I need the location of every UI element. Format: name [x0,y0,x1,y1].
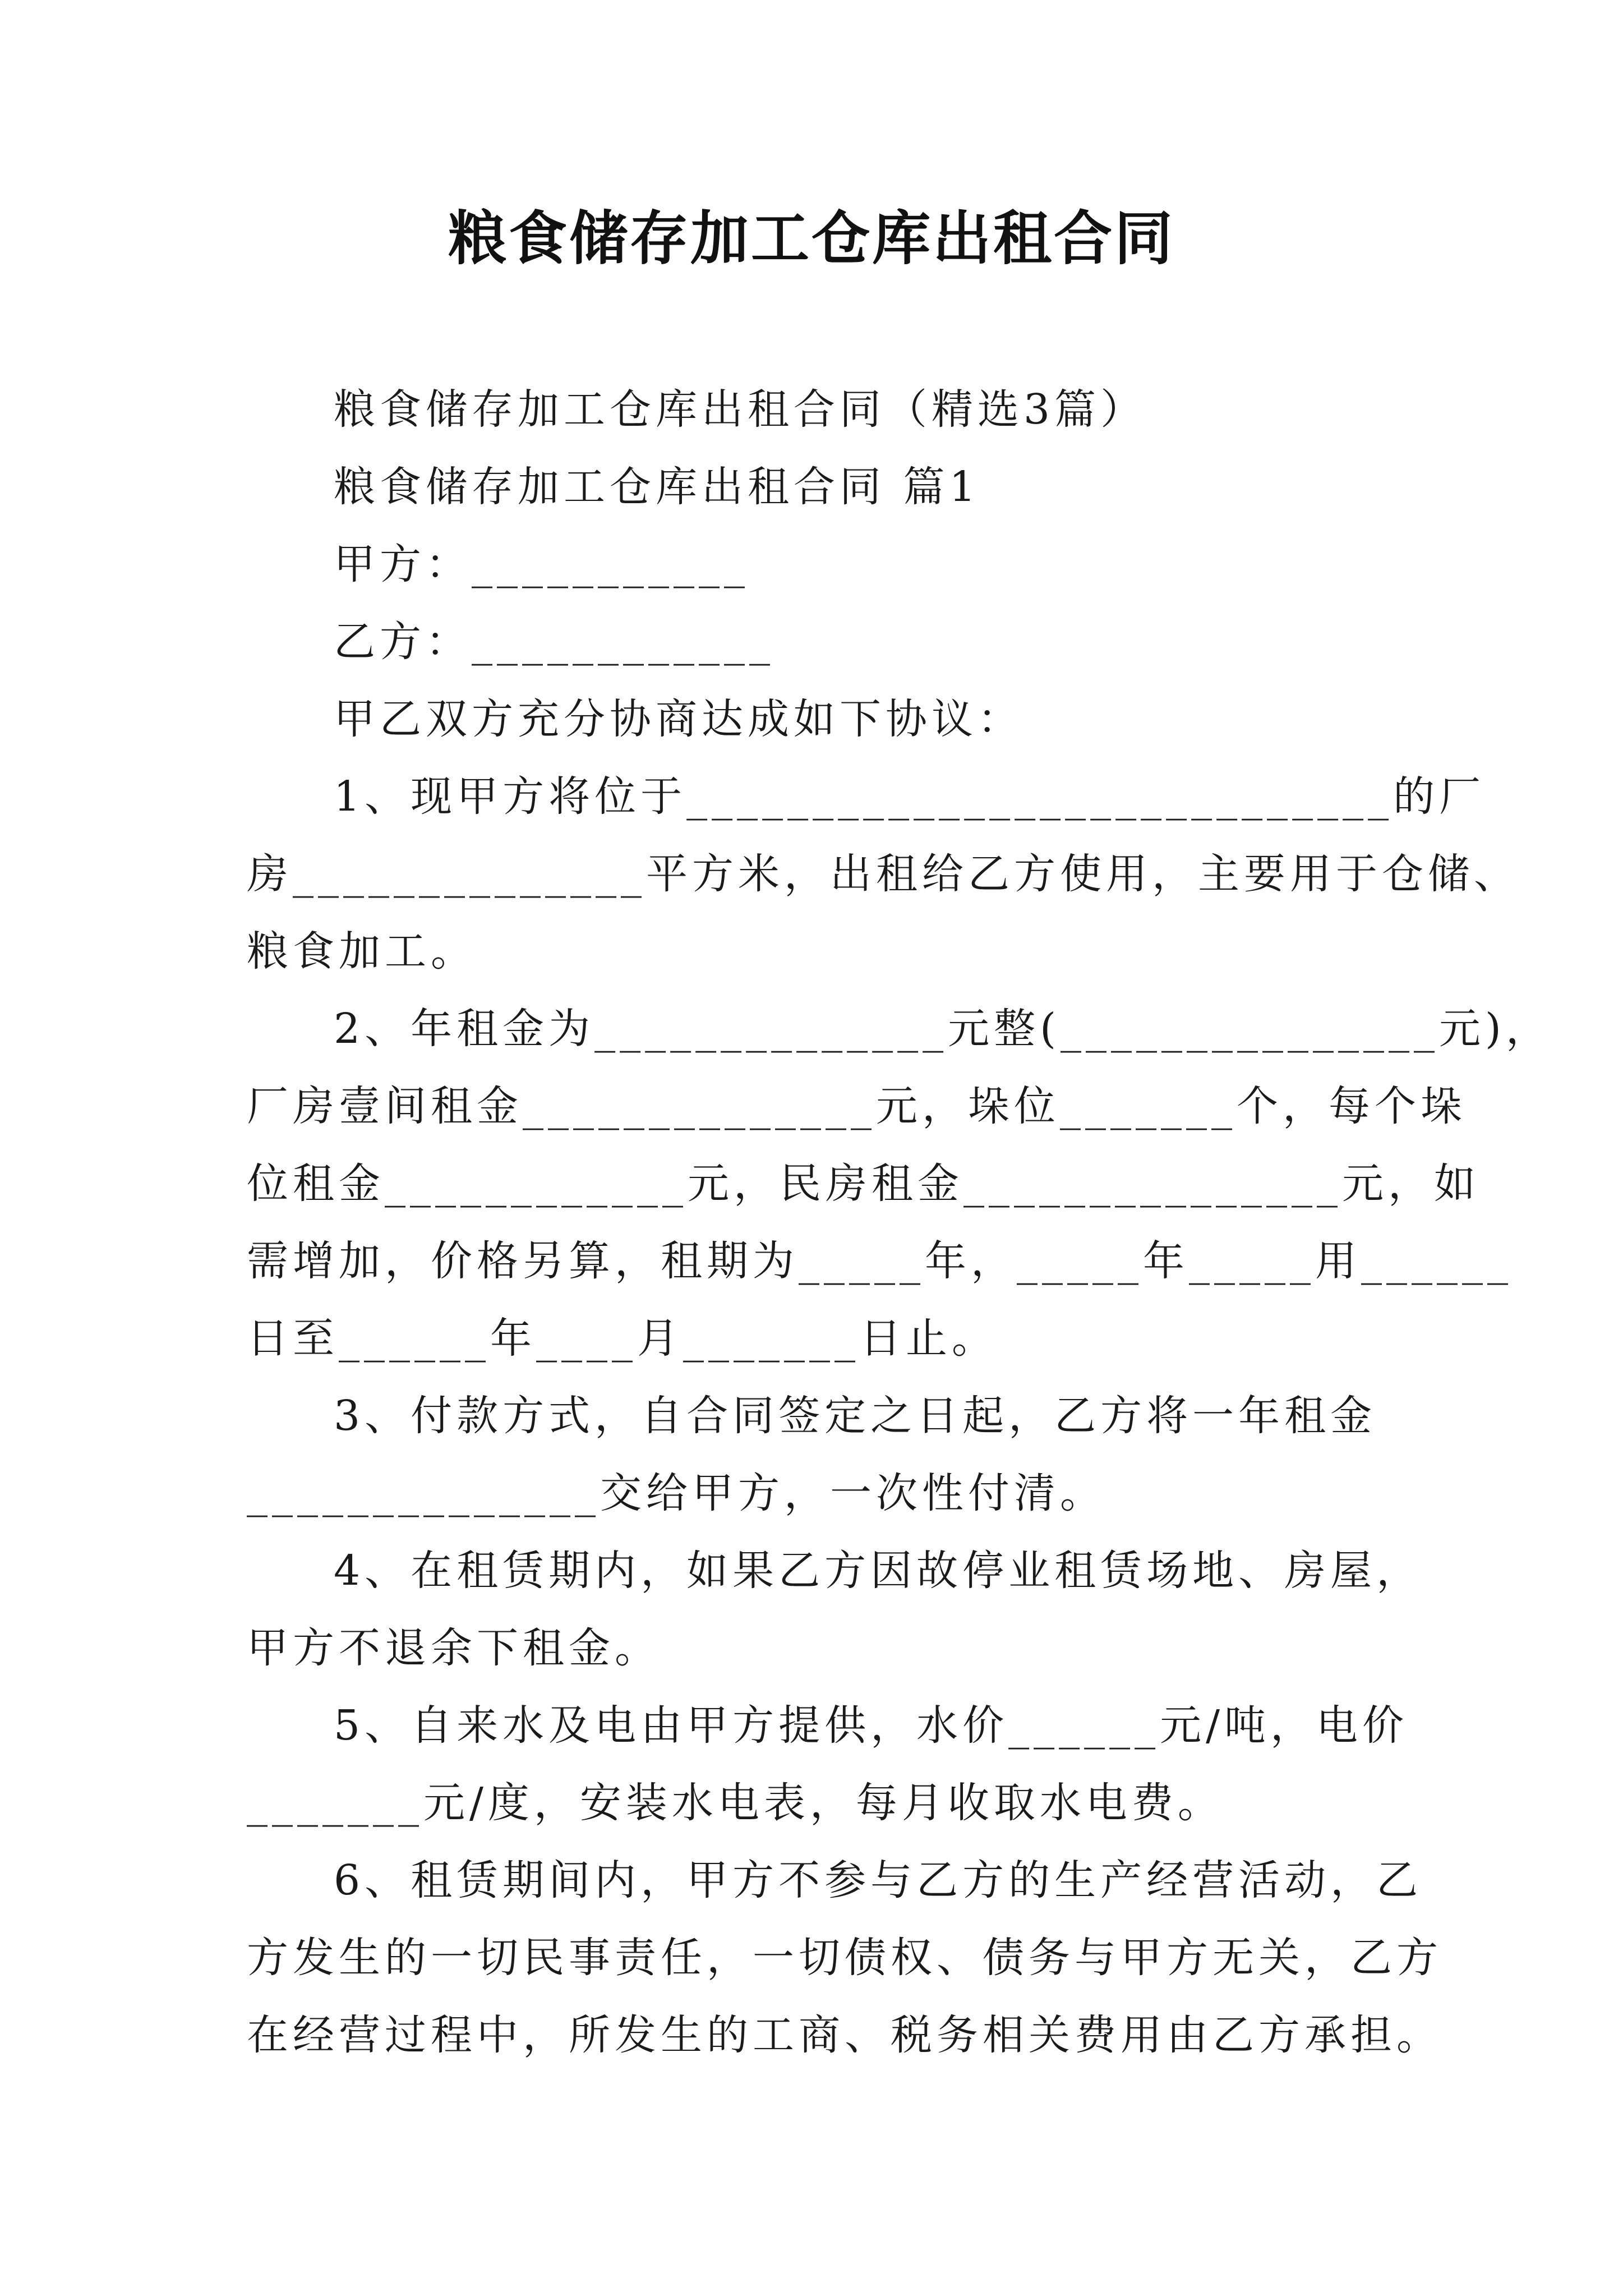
party-b-line: 乙方：____________ [334,618,774,666]
clause-1-line-2: 房______________平方米，出租给乙方使用，主要用于仓储、 [247,850,1520,898]
clause-5-line-1: 5、自来水及电由甲方提供，水价______元/吨，电价 [334,1701,1409,1750]
subtitle-line: 粮食储存加工仓库出租合同（精选3篇） [334,385,1147,434]
clause-4-line-2: 甲方不退余下租金。 [247,1624,661,1672]
agreement-intro: 甲乙双方充分协商达成如下协议： [334,695,1023,743]
clause-2-line-4: 需增加，价格另算，租期为_____年，_____年_____用______ [247,1237,1513,1285]
clause-5-line-2: _______元/度，安装水电表，每月收取水电费。 [247,1779,1224,1827]
clause-2-line-5: 日至______年____月_______日止。 [247,1314,998,1363]
clause-2-line-2: 厂房壹间租金______________元，垛位_______个，每个垛 [247,1082,1467,1130]
clause-6-line-1: 6、租赁期间内，甲方不参与乙方的生产经营活动，乙 [334,1856,1423,1904]
party-a-line: 甲方：___________ [334,540,749,588]
clause-6-line-2: 方发生的一切民事责任，一切债权、债务与甲方无关，乙方 [247,1934,1442,1982]
clause-3-line-2: ______________交给甲方，一次性付清。 [247,1469,1106,1517]
section-heading: 粮食储存加工仓库出租合同 篇1 [334,463,980,511]
clause-4-line-1: 4、在租赁期内，如果乙方因故停业租赁场地、房屋， [334,1547,1423,1595]
clause-2-line-1: 2、年租金为______________元整(_______________元)， [334,1005,1552,1053]
clause-1-line-3: 粮食加工。 [247,927,477,976]
clause-1-line-1: 1、现甲方将位于____________________________的厂 [334,772,1486,821]
clause-6-line-3: 在经营过程中，所发生的工商、税务相关费用由乙方承担。 [247,2011,1442,2059]
document-title: 粮食储存加工仓库出租合同 [448,204,1175,273]
clause-3-line-1: 3、付款方式，自合同签定之日起，乙方将一年租金 [334,1392,1377,1440]
clause-2-line-3: 位租金____________元，民房租金_______________元，如 [247,1159,1480,1208]
